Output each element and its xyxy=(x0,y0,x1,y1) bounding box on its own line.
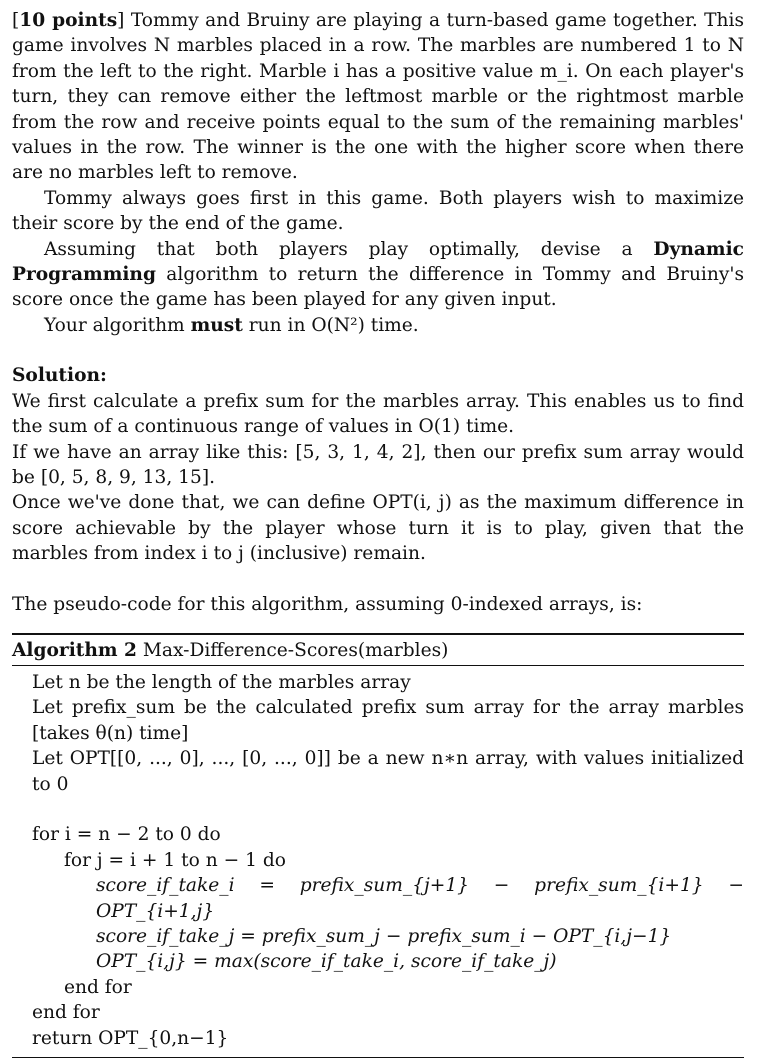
algo-for-j: for j = i + 1 to n − 1 do xyxy=(64,849,286,871)
prefix-sum-paragraph: We first calculate a prefix sum for the marbles array. This enables us to find the sum of a continuous range of values in O(1) time. xyxy=(12,390,744,438)
first-player-paragraph: Tommy always goes first in this game. Both players wish to maximize their score by the end of the game. xyxy=(12,187,744,235)
runtime-pre: Your algorithm xyxy=(44,314,185,336)
algo-return: return OPT_{0,n−1} xyxy=(32,1027,229,1049)
problem-intro: [10 points] Tommy and Bruiny are playing a turn-based game together. This game involves N marbles placed in a row. The marbles are numbered 1 to N from the left to the right. Marble i has a positive value m_i. On each player's turn, they can remove either the leftmost marble or the rightmost marble from the row and receive points equal to the sum of the remaining marbles' values in the row. The winner is the one with the higher score when there are no marbles left to remove. xyxy=(12,10,745,184)
algo-end-for-inner: end for xyxy=(64,976,132,998)
example-paragraph: If we have an array like this: [5, 3, 1, 4, 2], then our prefix sum array would be [0, 5, 8, 9, 13, 15]. xyxy=(12,441,744,488)
runtime-post: run in O(N²) time. xyxy=(248,314,419,336)
algo-for-i: for i = n − 2 to 0 do xyxy=(32,824,221,846)
problem-intro-text: Tommy and Bruiny are playing a turn-based game together. This game involves N marbles placed in a row. The marbles are numbered 1 to N from the left to the right. Marble i has a positive value m_i. On each player's turn, they can remove either the leftmost marble or the rightmost marble from the row and receive points equal to the sum of the remaining marbles' values in the row. The winner is the one with the higher score when there are no marbles left to remove. xyxy=(12,10,745,184)
algo-blank xyxy=(32,797,744,822)
algorithm-body xyxy=(12,666,744,1057)
algo-take-j: score_if_take_j = prefix_sum_j − prefix_sum_i − OPT_{i,j−1} xyxy=(96,926,672,947)
task-paragraph xyxy=(12,237,744,313)
algorithm-label: Algorithm 2 xyxy=(12,639,137,661)
points-label: 10 points xyxy=(19,10,118,31)
algo-opt-update: OPT_{i,j} = max(score_if_take_i, score_if_take_j) xyxy=(96,951,557,973)
algo-end-for-outer: end for xyxy=(32,1002,100,1024)
algo-line-n: Let n be the length of the marbles array xyxy=(32,671,411,693)
algorithm-header xyxy=(12,635,744,666)
spacer xyxy=(12,338,744,363)
algo-line-opt: Let OPT[[0, ..., 0], ..., [0, ..., 0]] be a new n∗n array, with values initialized to 0 xyxy=(32,748,744,795)
spacer xyxy=(12,567,744,592)
solution-title: Solution: xyxy=(12,365,107,387)
task-post: algorithm to return the difference in Tommy and Bruiny's score once the game has been played for any given input. xyxy=(12,264,744,311)
task-bold: Dynamic Programming xyxy=(12,238,744,286)
pseudo-intro: The pseudo-code for this algorithm, assuming 0-indexed arrays, is: xyxy=(12,593,643,615)
algo-take-i: score_if_take_i = prefix_sum_{j+1} − prefix_sum_{i+1} − OPT_{i+1,j} xyxy=(96,875,744,922)
opt-definition-paragraph: Once we've done that, we can define OPT(i, j) as the maximum difference in score achievable by the player whose turn it is to play, given that the marbles from index i to j (inclusive) remain. xyxy=(12,492,744,565)
algorithm-box xyxy=(12,633,744,1058)
task-pre: Assuming that both players play optimally, devise a xyxy=(44,238,633,260)
algorithm-name: Max-Difference-Scores(marbles) xyxy=(142,639,449,661)
runtime-bold: must xyxy=(190,314,243,336)
algo-line-prefix: Let prefix_sum be the calculated prefix sum array for the array marbles [takes θ(n) time] xyxy=(32,697,744,744)
runtime-paragraph xyxy=(12,313,744,338)
